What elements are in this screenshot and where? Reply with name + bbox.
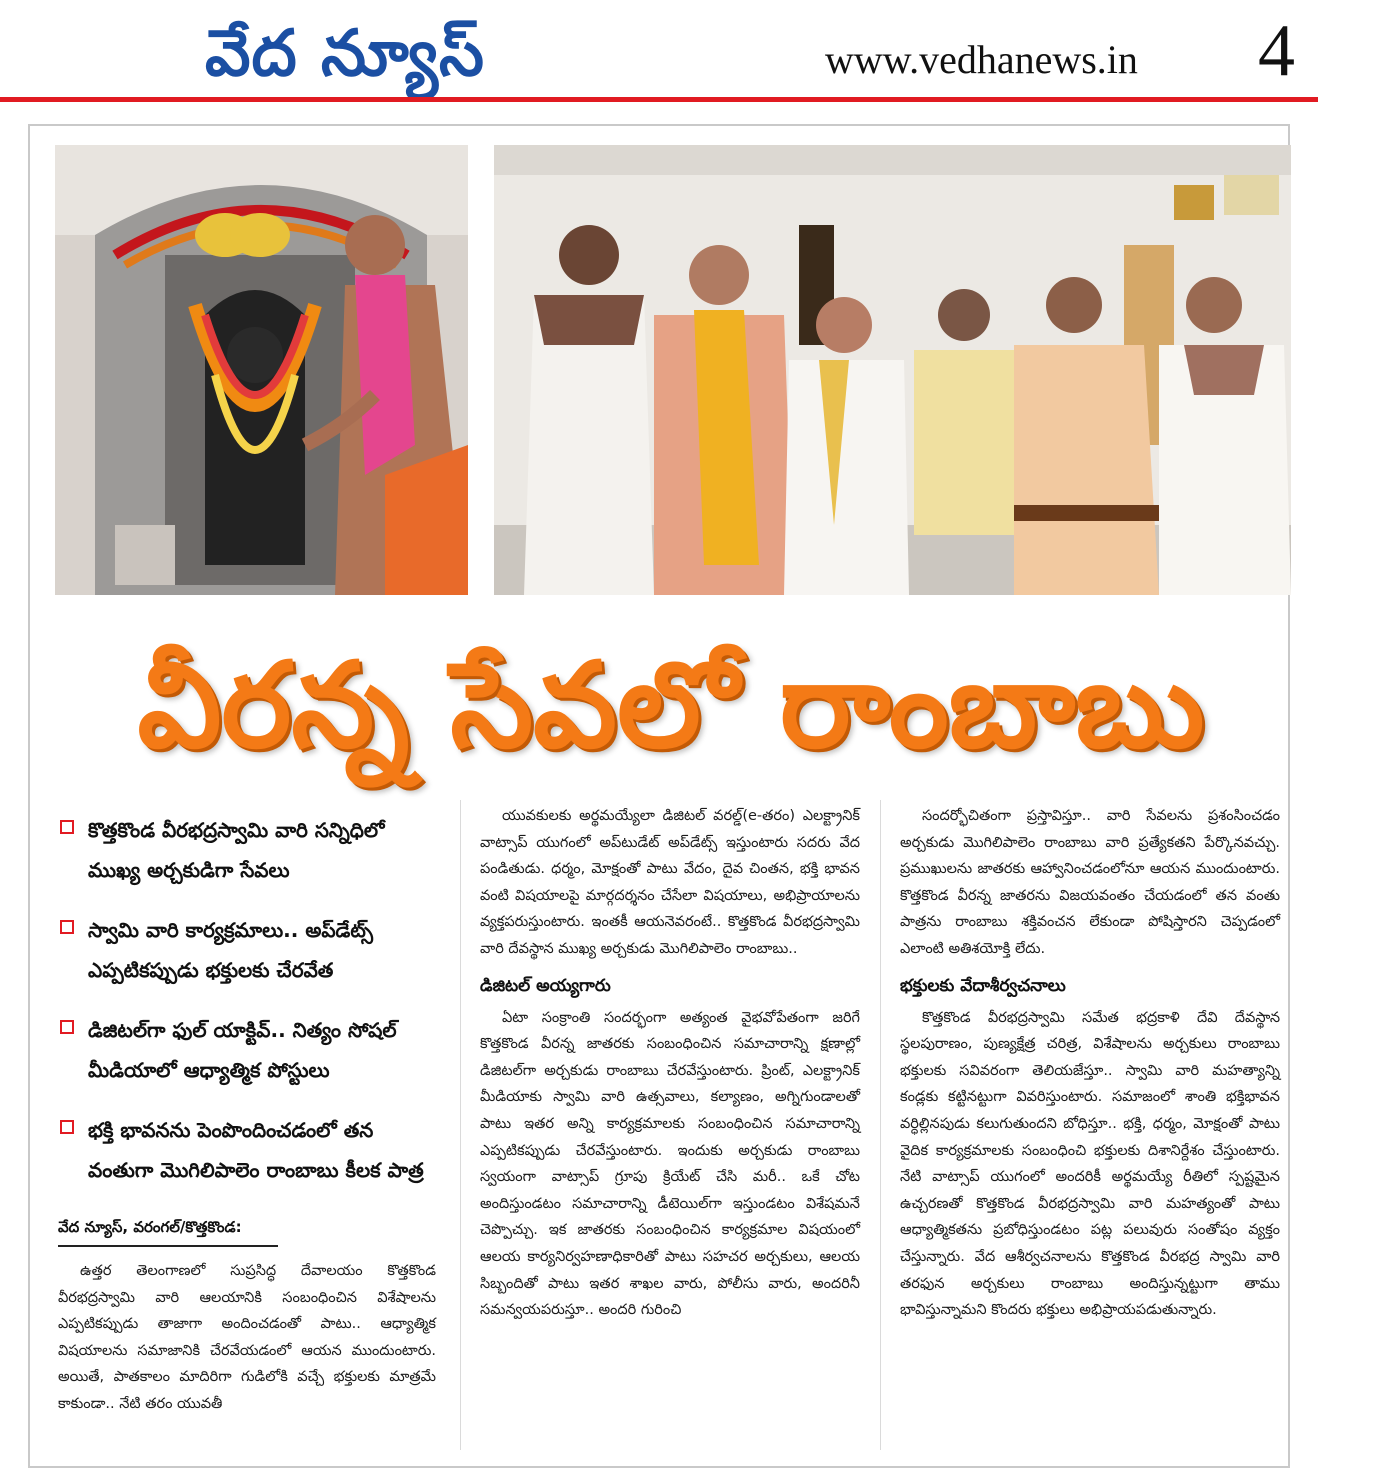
highlight-item: స్వామి వారి కార్యక్రమాలు.. అప్‌డేట్స్ ఎప్పటికప్పుడు భక్తులకు చేరవేత <box>58 910 438 990</box>
column-2 <box>480 803 860 1324</box>
masthead-rule <box>0 97 1318 102</box>
square-bullet-icon <box>60 820 74 834</box>
highlight-item: కొత్తకొండ వీరభద్రస్వామి వారి సన్నిధిలో ముఖ్య అర్చకుడిగా సేవలు <box>58 810 438 890</box>
page-number: 4 <box>1258 10 1295 92</box>
paragraph: యువకులకు అర్థమయ్యేలా డిజిటల్ వరల్డ్(e-తరం) ఎలక్ట్రానిక్ వాట్సాప్ యుగంలో అప్‌టుడేట్ అప్‌డేట్స్ ఇస్తుంటారు సదరు వేద పండితుడు. ధర్మం, మోక్షంతో పాటు వేదం, దైవ చింతన, భక్తి భావన వంటి విషయాలపై మార్గదర్శనం చేసేలా విషయాలు, అభిప్రాయాలను వ్యక్తపరుస్తుంటారు. ఇంతకీ ఆయనెవరంటే.. కొత్తకొండ వీరభద్రస్వామి వారి దేవస్థాన ముఖ్య అర్చకుడు మొగిలిపాలెం రాంబాబు.. <box>480 808 860 957</box>
newspaper-logo: వేద న్యూస్ <box>205 17 485 91</box>
column-3 <box>900 803 1280 1324</box>
square-bullet-icon <box>60 1020 74 1034</box>
column-1-body <box>58 1258 436 1418</box>
subheading: డిజిటల్ అయ్యగారు <box>480 975 611 996</box>
highlights-list <box>58 810 438 1210</box>
headline: వీరన్న సేవలో రాంబాబు <box>137 636 1205 774</box>
paragraph: ఉత్తర తెలంగాణలో సుప్రసిద్ధ దేవాలయం కొత్తకొండ వీరభద్రస్వామి వారి ఆలయానికి సంబంధించిన విశేషాలను ఎప్పటికప్పుడు తాజాగా అందించడంతో పాటు.. ఆధ్యాత్మిక విషయాలను సమాజానికి చేరవేయడంలో ఆయన ముందుంటారు. అయితే, పాతకాలం మాదిరిగా గుడిలోకి వచ్చే భక్తులకు మాత్రమే కాకుండా.. నేటి తరం యువతీ <box>58 1263 436 1412</box>
square-bullet-icon <box>60 1120 74 1134</box>
site-url[interactable]: www.vedhanews.in <box>825 37 1138 82</box>
paragraph: కొత్తకొండ వీరభద్రస్వామి సమేత భద్రకాళి దేవి దేవస్థాన స్థలపురాణం, పుణ్యక్షేత్ర చరిత్ర, విశేషాలను అర్చకులు రాంబాబు భక్తులకు సవివరంగా తెలియజేస్తూ.. స్వామి వారి మహత్యాన్ని కండ్లకు కట్టినట్టుగా వివరిస్తుంటారు. సమాజంలో శాంతి భక్తిభావన వర్ధిల్లినపుడు కలుగుతుందని బోధిస్తూ.. భక్తి, ధర్మం, మోక్షంతో పాటు వైదిక కార్యక్రమాలకు సంబంధించి భక్తులకు దిశానిర్దేశం చేస్తుంటారు. నేటి వాట్సాప్ యుగంలో అందరికీ అర్థమయ్యే రీతిలో స్పష్టమైన ఉచ్చరణతో కొత్తకొండ వీరభద్రస్వామి వారి మహత్యంతో పాటు ఆధ్యాత్మికతను ప్రబోధిస్తుండటం పట్ల పలువురు సంతోషం వ్యక్తం చేస్తున్నారు. వేద ఆశీర్వచనాలను కొత్తకొండ వీరభద్ర స్వామి వారి తరఫున అర్చకులు రాంబాబు అందిస్తున్నట్టుగా తాము భావిస్తున్నామని కొందరు భక్తులు అభిప్రాయపడుతున్నారు. <box>900 1009 1280 1319</box>
paragraph: ఏటా సంక్రాంతి సందర్భంగా అత్యంత వైభవోపేతంగా జరిగే కొత్తకొండ వీరన్న జాతరకు సంబంధించిన సమాచారాన్ని క్షణాల్లో డిజిటల్‌గా అర్చకుడు రాంబాబు చేరవేస్తుంటారు. ప్రింట్, ఎలక్ట్రానిక్ మీడియాకు స్వామి వారి ఉత్సవాలు, కల్యాణం, అగ్నిగుండాలతో పాటు ఇతర అన్ని కార్యక్రమాలకు సంబంధించిన సమాచారాన్ని ఎప్పటికప్పుడు చేరవేస్తుంటారు. ఇందుకు అర్చకుడు రాంబాబు స్వయంగా వాట్సాప్ గ్రూపు క్రియేట్ చేసి మరీ.. ఒకే చోట అందిస్తుండటం సమాచారాన్ని డీటెయిల్‌గా ఇస్తుండటం విశేషమనే చెప్పొచ్చు. ఇక జాతరకు సంబంధించిన కార్యక్రమాల విషయంలో ఆలయ కార్యనిర్వహణాధికారితో పాటు సహచర అర్చకులు, ఆలయ సిబ్బందితో పాటు ఇతర శాఖల వారు, పోలీసు వారు, అందరినీ సమన్వయపరుస్తూ.. అందరి గురించి <box>480 1009 860 1319</box>
subheading: భక్తులకు వేదాశీర్వచనాలు <box>900 975 1066 996</box>
square-bullet-icon <box>60 920 74 934</box>
paragraph: సందర్భోచితంగా ప్రస్తావిస్తూ.. వారి సేవలను ప్రశంసించడం అర్చకుడు మొగిలిపాలెం రాంబాబు వారి ప్రత్యేకతని పేర్కొనవచ్చు. ప్రముఖులను జాతరకు ఆహ్వానించడంలోనూ ఆయన ముందుంటారు. కొత్తకొండ వీరన్న జాతరను విజయవంతం చేయడంలో తన వంతు పాత్రను రాంబాబు శక్తివంచన లేకుండా పోషిస్తారని చెప్పడంలో ఎలాంటి అతిశయోక్తి లేదు. <box>900 808 1280 957</box>
dateline: వేద న్యూస్, వరంగల్/కొత్తకొండ: <box>58 1218 242 1236</box>
masthead <box>0 0 1373 110</box>
highlight-item: డిజిటల్‌గా ఫుల్ యాక్టివ్.. నిత్యం సోషల్ మీడియాలో ఆధ్యాత్మిక పోస్టులు <box>58 1010 438 1090</box>
dateline-rule <box>58 1245 278 1247</box>
highlight-item: భక్తి భావనను పెంపొందించడంలో తన వంతుగా మొగిలిపాలెం రాంబాబు కీలక పాత్ర <box>58 1110 438 1190</box>
photo-group <box>494 145 1291 595</box>
column-divider <box>880 800 881 1450</box>
column-divider <box>460 800 461 1450</box>
photo-priest-at-shrine <box>55 145 468 595</box>
